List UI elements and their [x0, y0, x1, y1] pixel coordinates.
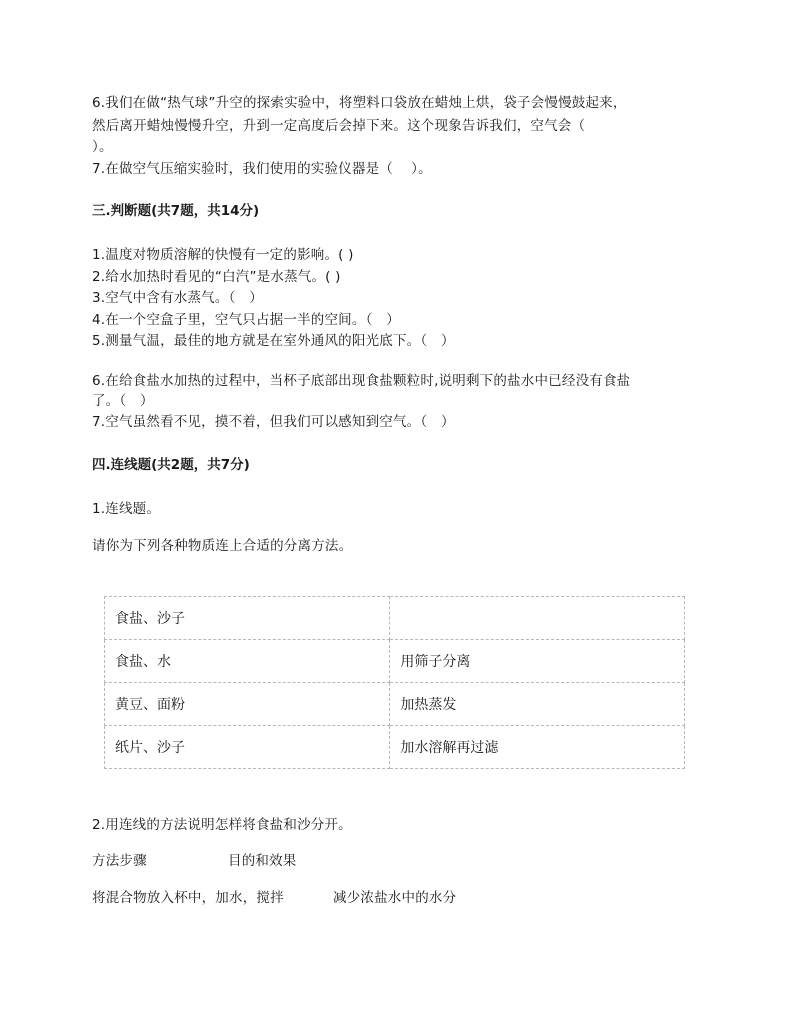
question-6-line-1: 6.我们在做“热气球”升空的探索实验中，将塑料口袋放在蜡烛上烘，袋子会慢慢鼓起来，: [92, 95, 627, 111]
method-cell: [390, 597, 685, 640]
judge-item-4: 4.在一个空盒子里，空气只占据一半的空间。（ ）: [92, 312, 400, 328]
matching-q1-title: 1.连线题。: [92, 501, 161, 517]
section-3-heading: 三.判断题(共7题，共14分): [92, 203, 260, 219]
matching-q2-col-purpose: 目的和效果: [228, 853, 297, 869]
matching-q2-step-1: 将混合物放入杯中，加水，搅拌: [92, 890, 284, 906]
judge-item-1: 1.温度对物质溶解的快慢有一定的影响。( ): [92, 247, 354, 263]
question-6-line-3: ）。: [92, 139, 113, 155]
table-row: [105, 640, 685, 683]
section-4-heading: 四.连线题(共2题，共7分): [92, 457, 250, 473]
question-6-line-2: 然后离开蜡烛慢慢升空，升到一定高度后会掉下来。这个现象告诉我们，空气会（: [92, 118, 586, 134]
substance-cell: 食盐、沙子: [105, 597, 390, 640]
substance-cell: 食盐、水: [105, 640, 390, 683]
judge-item-7: 7.空气虽然看不见，摸不着，但我们可以感知到空气。（ ）: [92, 414, 455, 430]
judge-item-5: 5.测量气温，最佳的地方就是在室外通风的阳光底下。（ ）: [92, 333, 455, 349]
table-row: [105, 726, 685, 769]
matching-table: [104, 596, 685, 769]
table-row: [105, 683, 685, 726]
question-7: 7.在做空气压缩实验时，我们使用的实验仪器是（ ）。: [92, 161, 432, 177]
matching-q1-instruction: 请你为下列各种物质连上合适的分离方法。: [92, 538, 353, 554]
substance-cell: 纸片、沙子: [105, 726, 390, 769]
method-cell: 加热蒸发: [390, 683, 685, 726]
table-row: [105, 597, 685, 640]
judge-item-6-line-2: 了。（ ）: [92, 393, 154, 409]
matching-q2-effect-1: 减少浓盐水中的水分: [333, 890, 457, 906]
substance-cell: 黄豆、面粉: [105, 683, 390, 726]
judge-item-2: 2.给水加热时看见的“白汽”是水蒸气。( ): [92, 269, 341, 285]
method-cell: 用筛子分离: [390, 640, 685, 683]
judge-item-6-line-1: 6.在给食盐水加热的过程中，当杯子底部出现食盐颗粒时,说明剩下的盐水中已经没有食盐: [92, 373, 631, 389]
matching-q2-title: 2.用连线的方法说明怎样将食盐和沙分开。: [92, 817, 352, 833]
method-cell: 加水溶解再过滤: [390, 726, 685, 769]
matching-q2-col-steps: 方法步骤: [92, 853, 147, 869]
judge-item-3: 3.空气中含有水蒸气。（ ）: [92, 290, 263, 306]
